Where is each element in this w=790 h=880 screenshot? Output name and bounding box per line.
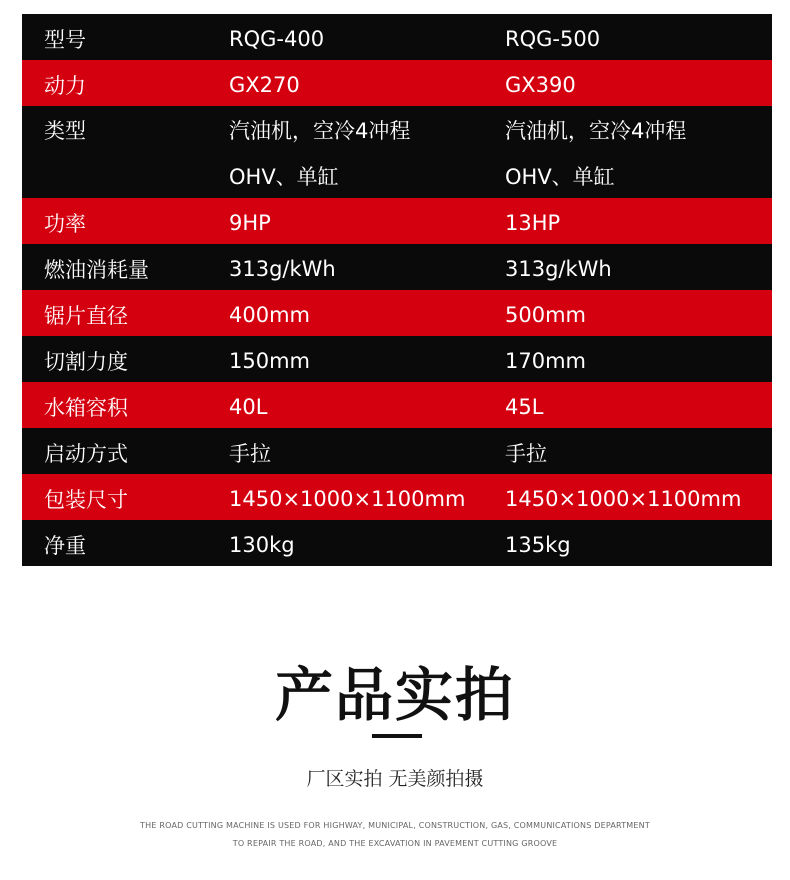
- spec-value-rqg400: RQG-400: [229, 26, 325, 51]
- spec-table: [22, 14, 772, 566]
- spec-value-rqg400: 400mm: [229, 302, 310, 327]
- spec-value-rqg500: 45L: [505, 394, 544, 419]
- spec-value-rqg400: 313g/kWh: [229, 256, 336, 281]
- spec-value-rqg400: 150mm: [229, 348, 310, 373]
- title-divider: [372, 734, 422, 738]
- spec-value-rqg500-line1: 汽油机，空冷4冲程: [505, 119, 687, 143]
- spec-label: 包装尺寸: [44, 487, 128, 512]
- spec-value-rqg500: 500mm: [505, 302, 586, 327]
- spec-value-rqg500: GX390: [505, 72, 576, 97]
- spec-value-rqg400: 9HP: [229, 210, 271, 235]
- spec-value-rqg400-line1: 汽油机，空冷4冲程: [229, 119, 411, 143]
- spec-row-fuel-consumption: [22, 244, 772, 290]
- spec-value-rqg400: GX270: [229, 72, 300, 97]
- spec-value-rqg500: RQG-500: [505, 26, 601, 51]
- spec-row-water-tank: [22, 382, 772, 428]
- spec-row-package-size: [22, 474, 772, 520]
- spec-row-blade-diameter: [22, 290, 772, 336]
- spec-label: 类型: [44, 119, 86, 143]
- spec-value-rqg500: 1450×1000×1100mm: [505, 486, 742, 511]
- spec-row-horsepower: [22, 198, 772, 244]
- spec-label: 净重: [44, 533, 86, 558]
- spec-value-rqg400: 40L: [229, 394, 268, 419]
- spec-row-power-source: [22, 60, 772, 106]
- spec-label: 型号: [44, 27, 86, 52]
- section-subtitle: 厂区实拍 无美颜拍摄: [306, 768, 484, 790]
- description-line-2: TO REPAIR THE ROAD, AND THE EXCAVATION IN PAVEMENT CUTTING GROOVE: [232, 839, 558, 848]
- spec-value-rqg400-line2: OHV、单缸: [229, 165, 339, 189]
- spec-value-rqg500: 313g/kWh: [505, 256, 612, 281]
- spec-label: 功率: [44, 211, 86, 236]
- spec-label: 燃油消耗量: [44, 257, 149, 282]
- spec-value-rqg400: 手拉: [229, 441, 271, 466]
- spec-value-rqg500: 手拉: [505, 441, 547, 466]
- spec-value-rqg400: 130kg: [229, 532, 295, 557]
- spec-row-start-method: [22, 428, 772, 474]
- spec-row-cutting-depth: [22, 336, 772, 382]
- spec-row-net-weight: [22, 520, 772, 566]
- spec-value-rqg500: 13HP: [505, 210, 561, 235]
- spec-label: 动力: [44, 73, 86, 98]
- spec-label: 锯片直径: [44, 303, 128, 328]
- spec-label: 水箱容积: [44, 395, 128, 420]
- spec-label: 切割力度: [44, 349, 128, 374]
- spec-value-rqg400: 1450×1000×1100mm: [229, 486, 466, 511]
- spec-row-engine-type: [22, 106, 772, 198]
- spec-row-model: [22, 14, 772, 60]
- spec-label: 启动方式: [44, 441, 128, 466]
- spec-value-rqg500: 135kg: [505, 532, 571, 557]
- description-line-1: THE ROAD CUTTING MACHINE IS USED FOR HIGHWAY, MUNICIPAL, CONSTRUCTION, GAS, COMMUNICATIONS DEPARTMENT: [140, 821, 650, 830]
- section-title: 产品实拍: [274, 661, 515, 729]
- spec-value-rqg500: 170mm: [505, 348, 586, 373]
- spec-value-rqg500-line2: OHV、单缸: [505, 165, 615, 189]
